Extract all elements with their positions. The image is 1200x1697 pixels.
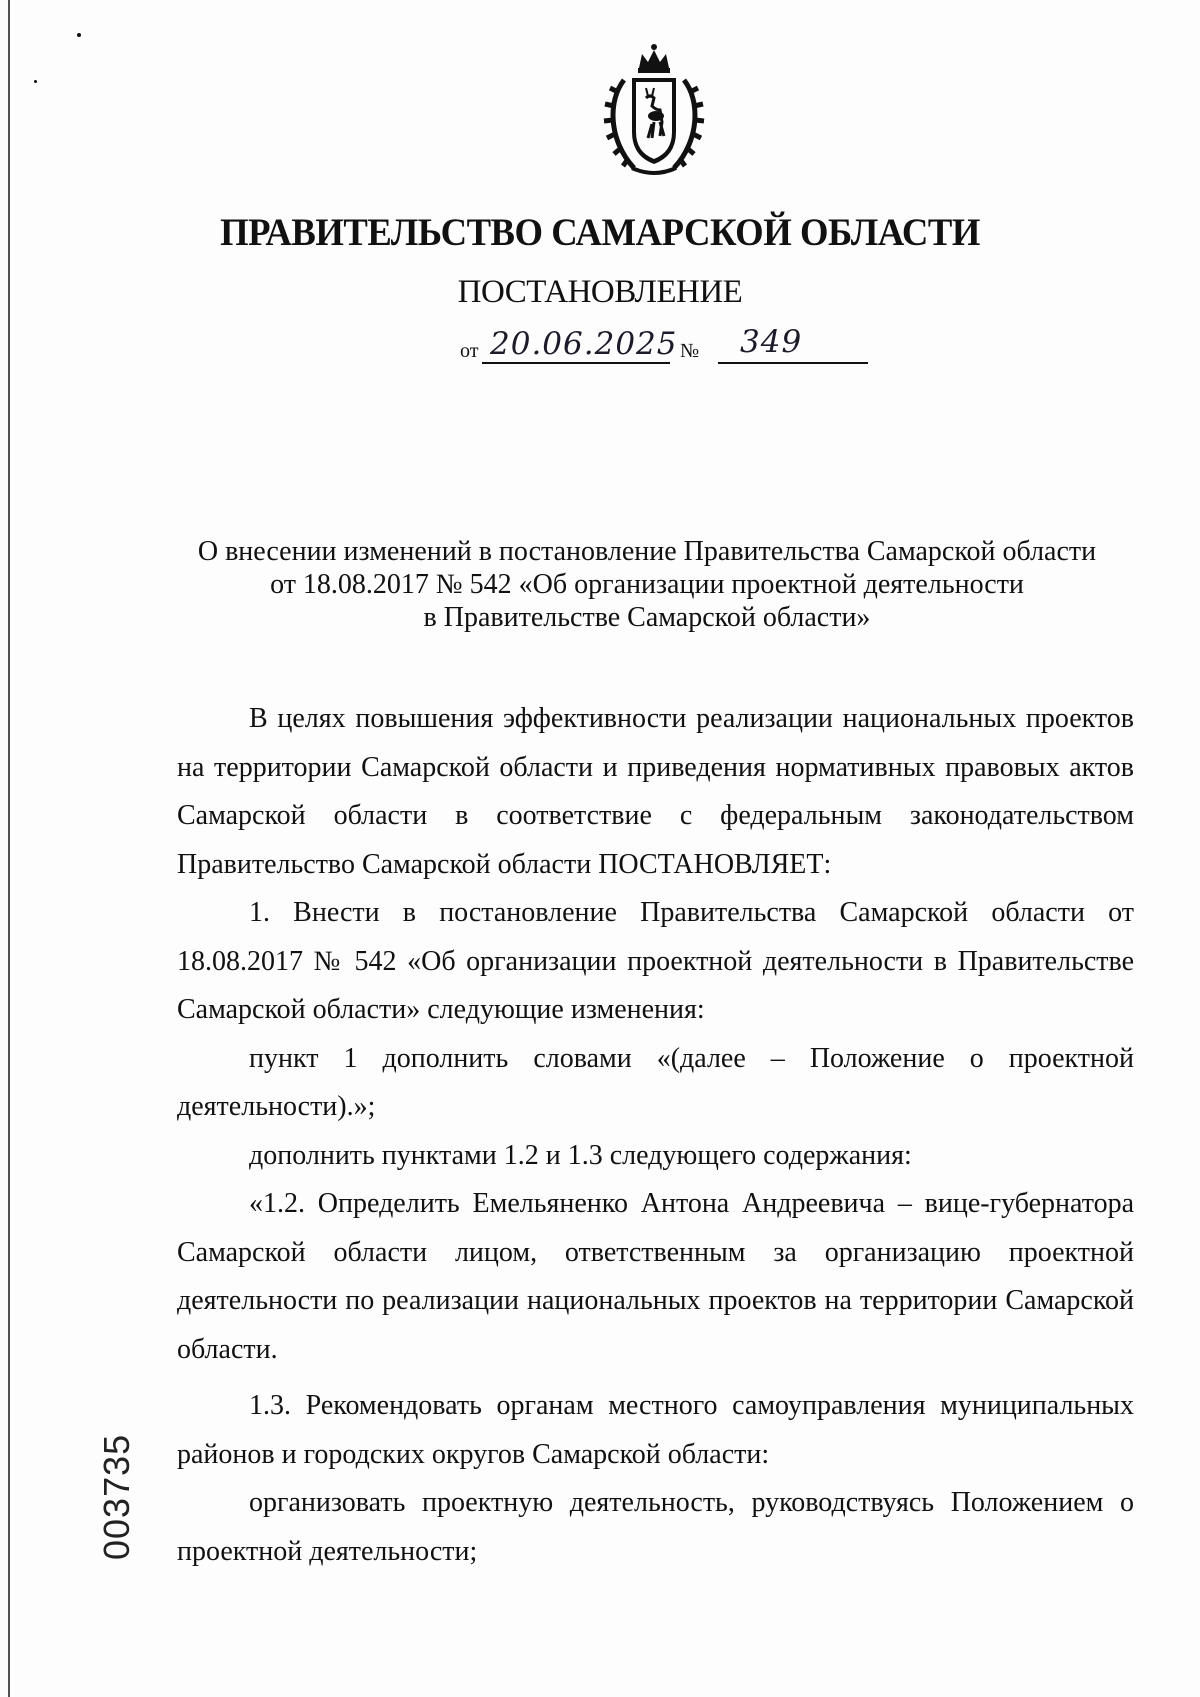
government-title: ПРАВИТЕЛЬСТВО САМАРСКОЙ ОБЛАСТИ [220,211,980,254]
body-paragraph: В целях повышения эффективности реализации национальных проектов на территории Самарской области и приведения нормативных правовых актов Самарской области в соответствие с федеральным законодательством Правительство Самарской области ПОСТАНОВЛЯЕТ: [177,703,1134,880]
samara-coat-of-arms-icon [594,40,714,180]
serial-number-stamp: 003735 [96,1433,137,1560]
subject-line: в Правительстве Самарской области» [423,602,871,633]
document-type: ПОСТАНОВЛЕНИЕ [457,274,743,310]
page-edge-line [8,0,10,1697]
number-underline [718,362,868,364]
body-paragraph: 1. Внести в постановление Правительства Самарской области от 18.08.2017 № 542 «Об организации проектной деятельности в Правительстве Самарской области» следующие изменения: [177,897,1134,1025]
document-body [177,695,1134,1576]
body-paragraph: 1.3. Рекомендовать органам местного самоуправления муниципальных районов и городских округов Самарской области: [177,1390,1134,1470]
subject-line: от 18.08.2017 № 542 «Об организации проектной деятельности [270,569,1024,600]
body-paragraph: организовать проектную деятельность, руководствуясь Положением о проектной деятельности; [177,1487,1134,1567]
document-subject [160,535,1134,634]
body-paragraph: пункт 1 дополнить словами «(далее – Положение о проектной деятельности).»; [177,1042,1134,1122]
date-underline [482,362,670,364]
scan-speck [34,80,37,83]
number-prefix: № [680,340,700,362]
date-number-line [460,324,880,368]
scan-speck [77,33,81,37]
body-paragraph: дополнить пунктами 1.2 и 1.3 следующего содержания: [249,1139,912,1171]
handwritten-number: 349 [740,324,803,360]
date-prefix: от [460,340,479,362]
subject-line: О внесении изменений в постановление Правительства Самарской области [197,536,1097,567]
handwritten-date: 20.06.2025 [490,326,678,362]
body-paragraph: «1.2. Определить Емельяненко Антона Андреевича – вице-губернатора Самарской области лицом, ответственным за организацию проектной деятельности по реализации национальных проектов на территории Самарской области. [177,1188,1134,1365]
